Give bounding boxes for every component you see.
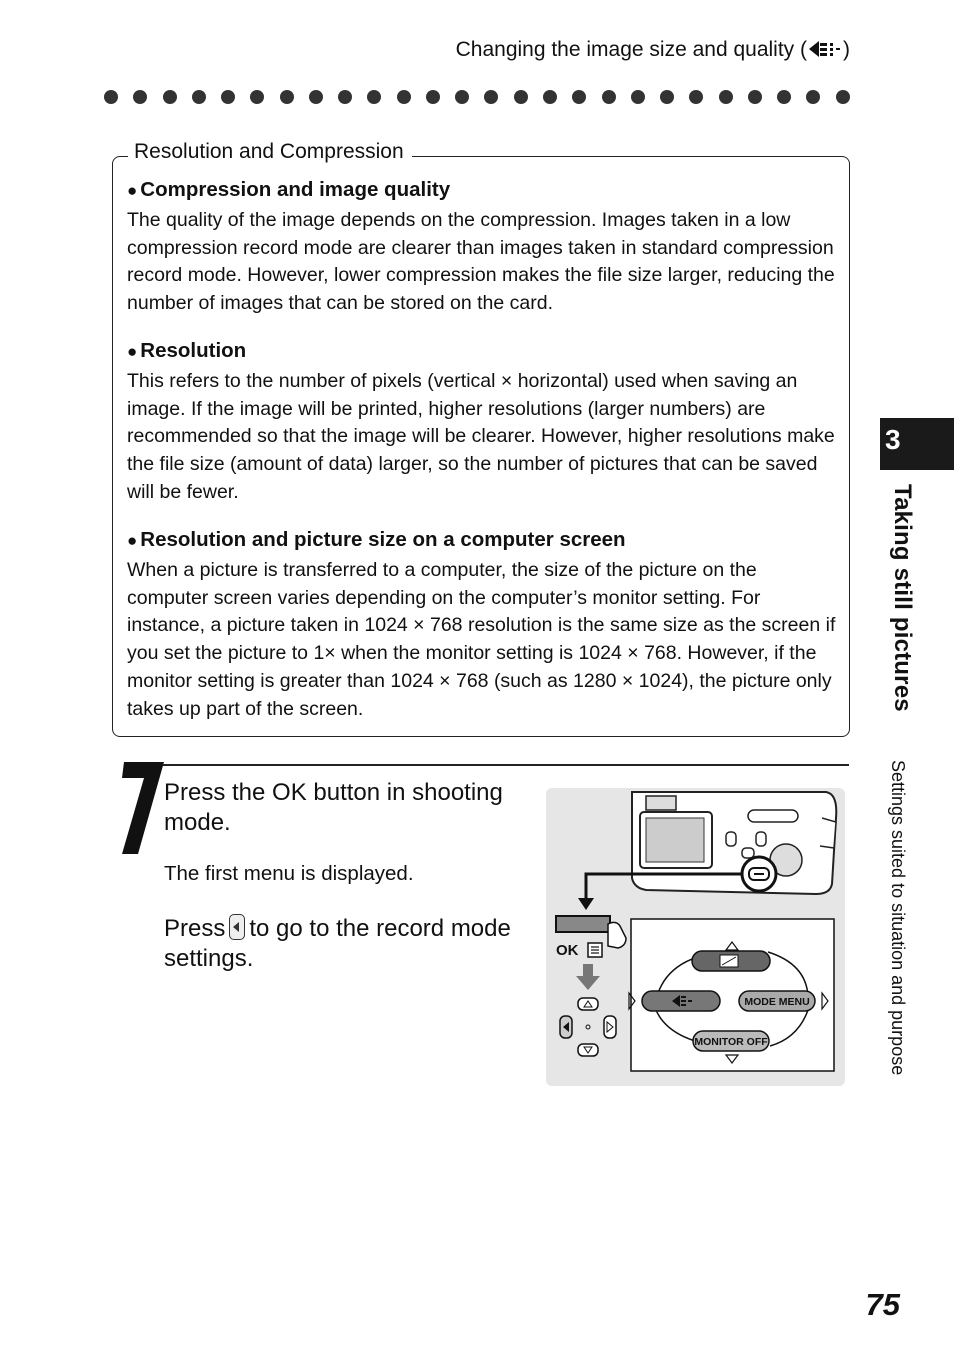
press-suffix: to go to the record mode settings. (164, 915, 511, 972)
dot-divider (104, 90, 850, 104)
monitor-off-label: MONITOR OFF (694, 1036, 768, 1048)
press-prefix: Press (164, 915, 226, 942)
pointing-hand-icon (608, 922, 626, 948)
header-title-suffix: ) (843, 38, 850, 61)
step-press-instruction (164, 914, 524, 974)
chapter-title: Taking still pictures (889, 484, 916, 712)
section-heading (127, 526, 839, 555)
box-title: Resolution and Compression (128, 140, 412, 164)
section-compression (127, 176, 839, 318)
section-heading (127, 176, 839, 205)
step-note: The first menu is displayed. (164, 862, 414, 885)
arrow-pad-icon (560, 998, 616, 1056)
section-heading-text: Resolution (140, 339, 247, 362)
camera-diagram (546, 788, 845, 1086)
camera-illustration (546, 788, 845, 1086)
bullet-icon: ● (127, 342, 138, 361)
section-resolution (127, 337, 839, 507)
step-instruction: Press the OK button in shooting mode. (164, 779, 503, 836)
step-divider (163, 764, 849, 766)
mode-menu-label: MODE MENU (744, 996, 810, 1008)
section-heading-text: Resolution and picture size on a computer screen (140, 528, 626, 551)
section-heading-text: Compression and image quality (140, 178, 451, 201)
section-computer-screen (127, 526, 839, 724)
bullet-icon: ● (127, 531, 138, 550)
down-arrow-icon (576, 976, 600, 990)
chapter-number: 3 (885, 424, 901, 455)
left-arrow-button-icon (229, 914, 245, 940)
ok-label: OK (556, 942, 579, 959)
section-body: This refers to the number of pixels (vertical × horizontal) used when saving an image. If the image will be printed, higher resolutions (larger numbers) are recommended so that the image will be clearer. However, higher resolutions make the file size (amount of data) larger, so the number of pictures that can be saved will be fewer. (127, 369, 835, 503)
camera-back-icon (632, 792, 836, 894)
header-title-text: Changing the image size and quality ( (455, 38, 807, 61)
page-header-title (456, 38, 850, 62)
quality-icon (807, 39, 843, 59)
chapter-subtitle: Settings suited to situation and purpose (888, 760, 908, 1076)
ok-button-icon (556, 916, 610, 932)
section-body: The quality of the image depends on the compression. Images taken in a low compression record mode are clearer than images taken in standard compression record mode. However, lower compression makes the file size larger, reducing the number of images that can be stored on the card. (127, 208, 835, 315)
page-number: 75 (865, 1287, 900, 1322)
section-heading (127, 337, 839, 366)
bullet-icon: ● (127, 181, 138, 200)
step-number-1 (108, 760, 168, 856)
section-body: When a picture is transferred to a computer, the size of the picture on the computer screen varies depending on the computer’s monitor setting. For instance, a picture taken in 1024 × 768 resolution is the same size as the screen if you set the picture to 1× when the monitor setting is 1024 × 768. However, if the monitor setting is greater than 1024 × 768 (such as 1280 × 1024), the picture only takes up part of the screen. (127, 558, 836, 720)
